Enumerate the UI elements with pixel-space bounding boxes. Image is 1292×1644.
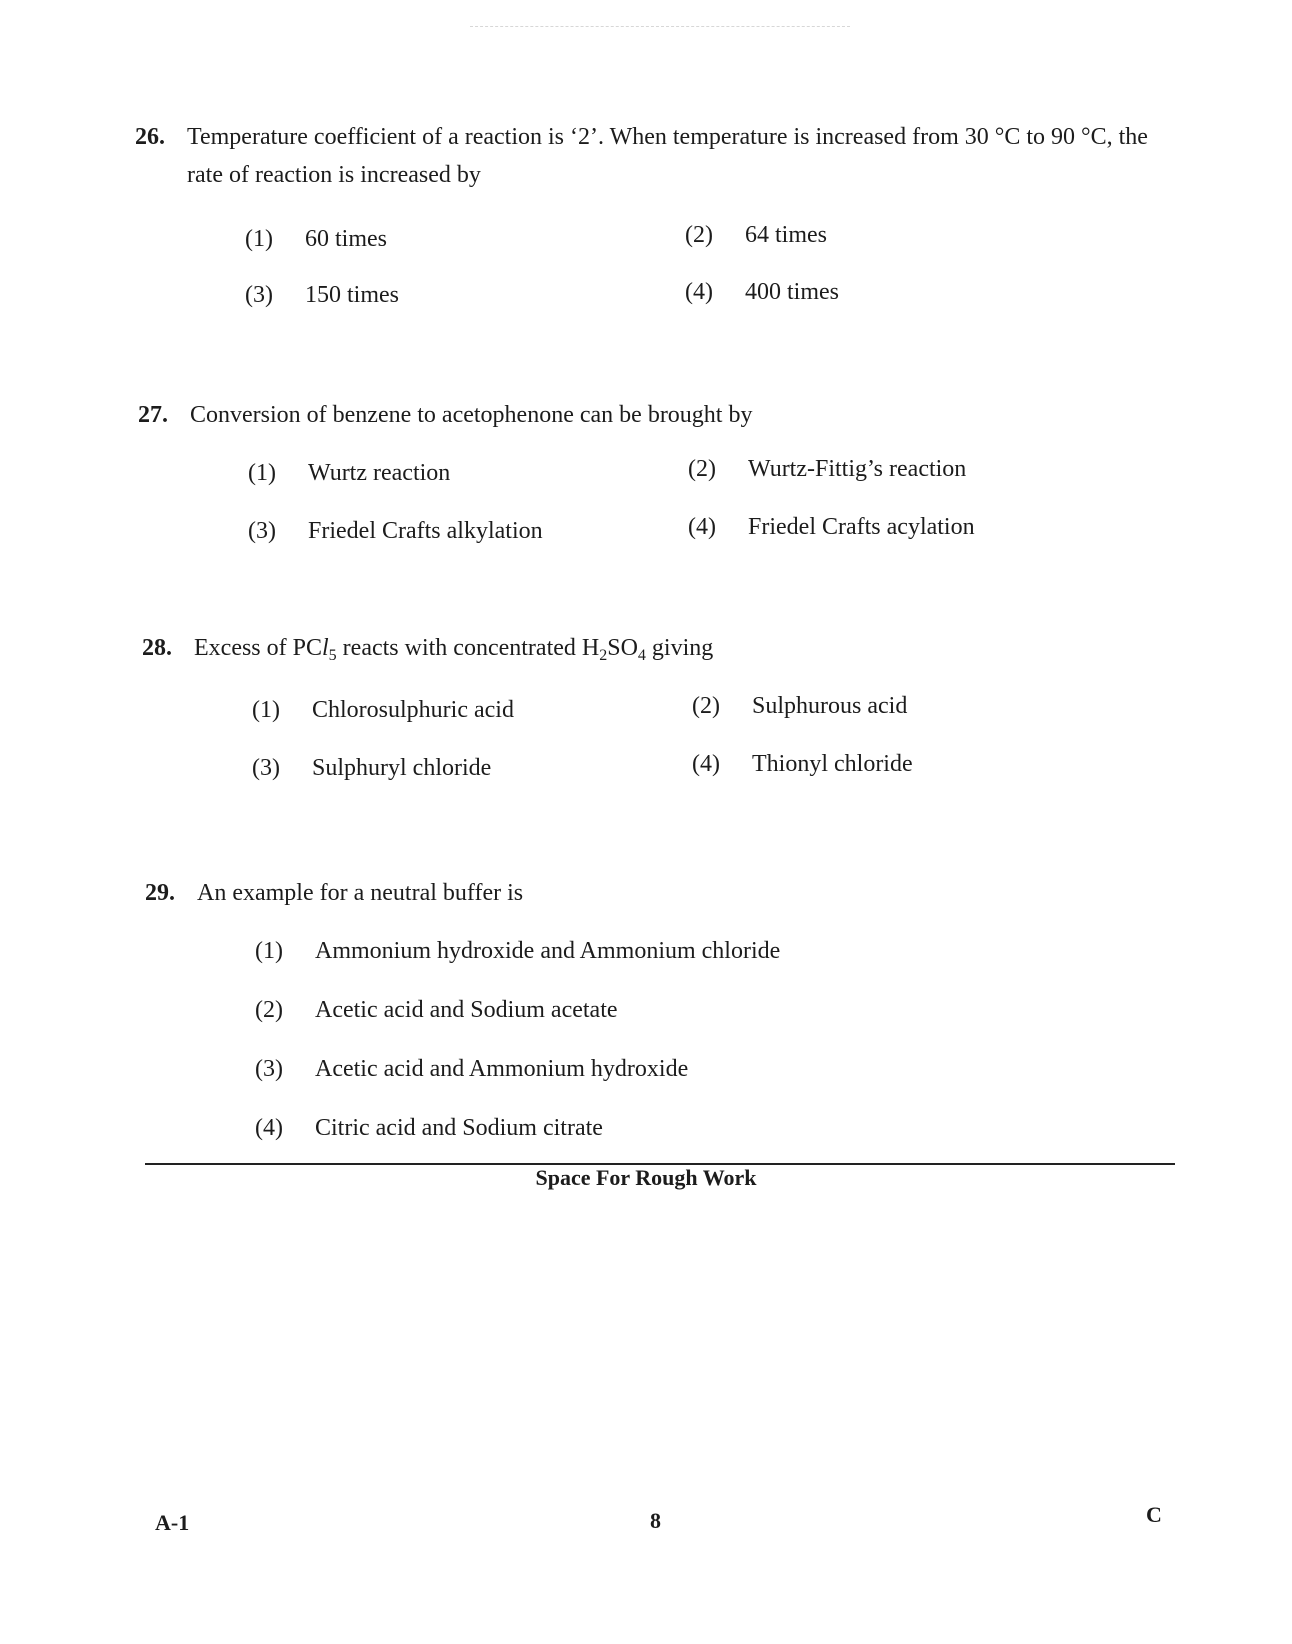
option-text: Thionyl chloride bbox=[752, 751, 913, 777]
option-text: Acetic acid and Sodium acetate bbox=[315, 997, 618, 1023]
option-number: (1) bbox=[248, 460, 276, 486]
question-text: An example for a neutral buffer is bbox=[197, 880, 524, 906]
option-number: (4) bbox=[688, 514, 716, 540]
option-number: (2) bbox=[255, 997, 283, 1023]
option-number: (1) bbox=[252, 697, 280, 723]
footer-code: A-1 bbox=[155, 1510, 190, 1535]
option-number: (3) bbox=[252, 755, 280, 781]
rough-work-label: Space For Rough Work bbox=[535, 1165, 757, 1190]
option-number: (2) bbox=[685, 222, 713, 248]
option-number: (3) bbox=[245, 282, 273, 308]
option-text: Acetic acid and Ammonium hydroxide bbox=[315, 1056, 689, 1082]
scan-header-marks bbox=[470, 26, 850, 33]
option-number: (2) bbox=[688, 456, 716, 482]
option-text: 60 times bbox=[305, 226, 387, 252]
option-number: (3) bbox=[248, 518, 276, 544]
option-text: 400 times bbox=[745, 279, 839, 305]
option-text: Wurtz reaction bbox=[308, 460, 451, 486]
version-letter: C bbox=[1146, 1502, 1162, 1527]
option-number: (2) bbox=[692, 693, 720, 719]
option-text: Wurtz-Fittig’s reaction bbox=[748, 456, 967, 482]
option-text: Citric acid and Sodium citrate bbox=[315, 1115, 603, 1141]
question-number: 28. bbox=[142, 635, 172, 661]
question-text: Temperature coefficient of a reaction is ‘2’. When temperature is increased from 30 °C to 90 °C, the rate of reaction is increased by bbox=[187, 124, 1148, 188]
question-number: 29. bbox=[145, 880, 175, 906]
option-text: Ammonium hydroxide and Ammonium chloride bbox=[315, 938, 781, 964]
option-number: (4) bbox=[685, 279, 713, 305]
option-number: (4) bbox=[692, 751, 720, 777]
option-number: (3) bbox=[255, 1056, 283, 1082]
option-number: (1) bbox=[255, 938, 283, 964]
page-number: 8 bbox=[650, 1508, 661, 1533]
option-text: 64 times bbox=[745, 222, 827, 248]
option-text: Sulphurous acid bbox=[752, 693, 908, 719]
question-text: Excess of PCl$_5$ reacts with concentrated $H_2SO_4$ giving bbox=[194, 635, 714, 664]
option-number: (4) bbox=[255, 1115, 283, 1141]
option-text: Friedel Crafts alkylation bbox=[308, 518, 543, 544]
option-text: Friedel Crafts acylation bbox=[748, 514, 975, 540]
option-text: Sulphuryl chloride bbox=[312, 755, 492, 781]
option-number: (1) bbox=[245, 226, 273, 252]
option-text: 150 times bbox=[305, 282, 399, 308]
question-text: Conversion of benzene to acetophenone can be brought by bbox=[190, 402, 753, 428]
question-number: 26. bbox=[135, 124, 165, 150]
question-number: 27. bbox=[138, 402, 168, 428]
option-text: Chlorosulphuric acid bbox=[312, 697, 514, 723]
